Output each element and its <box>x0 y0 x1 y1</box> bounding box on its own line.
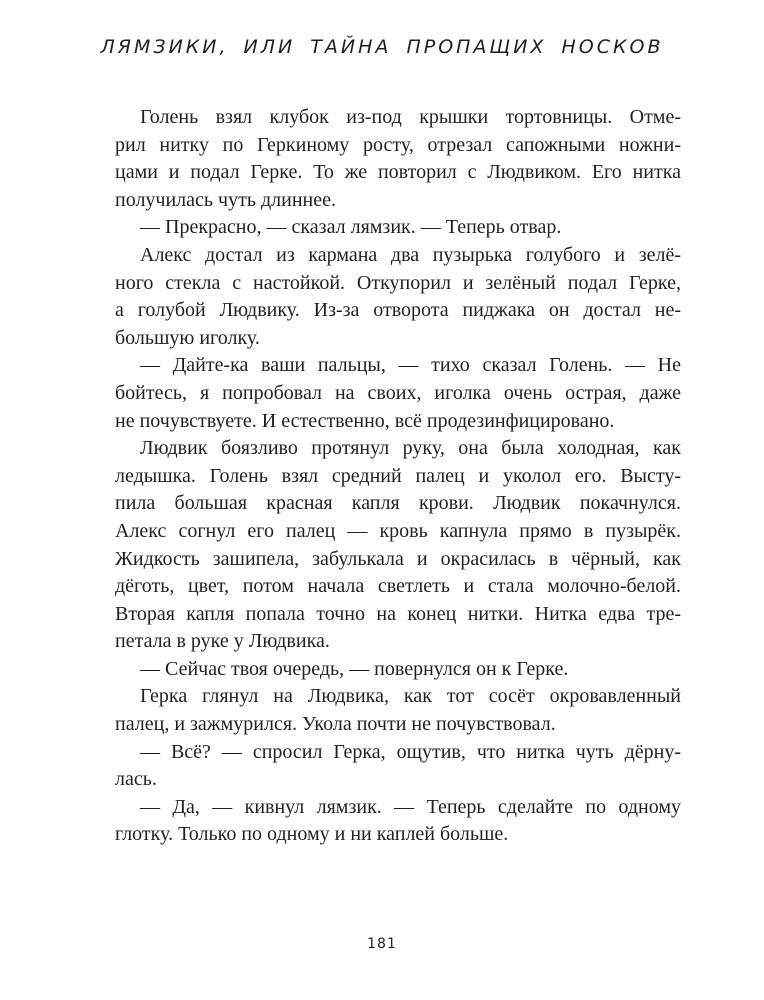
text-line: дёготь, цвет, потом начала светлеть и стала молочно-белой. <box>115 575 681 598</box>
text-line: Герка глянул на Людвика, как тот сосёт окровавленный <box>140 685 681 708</box>
text-line: Людвик боязливо протянул руку, она была холодная, как <box>140 437 681 460</box>
text-line: — Сейчас твоя очередь, — повернулся он к Герке. <box>140 657 569 680</box>
text-line: Алекс согнул его палец — кровь капнула прямо в пузырёк. <box>115 519 681 542</box>
text-line: Жидкость зашипела, забулькала и окрасилась в чёрный, как <box>115 547 681 570</box>
text-line: — Дайте-ка ваши пальцы, — тихо сказал Голень. — Не <box>140 354 681 377</box>
text-line: Алекс достал из кармана два пузырька голубого и зелё- <box>140 243 681 266</box>
text-line: — Да, — кивнул лямзик. — Теперь сделайте по одному <box>140 795 681 818</box>
running-header: ЛЯМЗИКИ, ИЛИ ТАЙНА ПРОПАЩИХ НОСКОВ <box>100 36 664 58</box>
text-line: петала в руке у Людвика. <box>115 630 330 653</box>
text-line: Вторая капля попала точно на конец нитки. Нитка едва тре- <box>115 602 681 625</box>
text-line: ледышка. Голень взял средний палец и уколол его. Высту- <box>115 464 681 487</box>
text-line: Голень взял клубок из-под крышки тортовницы. Отме- <box>140 106 681 128</box>
text-line: цами и подал Герке. То же повторил с Людвиком. Его нитка <box>115 161 681 184</box>
page-number: 181 <box>367 936 397 952</box>
text-line: бойтесь, я попробовал на своих, иголка очень острая, даже <box>115 381 681 404</box>
text-line: глотку. Только по одному и ни каплей больше. <box>115 823 509 846</box>
text-line: ного стекла с настойкой. Откупорил и зелёный подал Герке, <box>115 271 681 294</box>
text-line: пила большая красная капля крови. Людвик покачнулся. <box>115 492 681 515</box>
text-line: рил нитку по Геркиному росту, отрезал сапожными ножни- <box>115 133 681 156</box>
text-line: лась. <box>115 768 157 791</box>
text-line: большую иголку. <box>115 326 260 349</box>
text-line: — Всё? — спросил Герка, ощутив, что нитка чуть дёрну- <box>140 740 681 763</box>
text-line: — Прекрасно, — сказал лямзик. — Теперь отвар. <box>140 216 562 239</box>
text-line: получилась чуть длиннее. <box>115 188 336 211</box>
body-text <box>115 104 681 849</box>
text-line: не почувствуете. И естественно, всё продезинфицировано. <box>115 409 615 432</box>
text-line: а голубой Людвику. Из-за отворота пиджака он достал не- <box>115 299 681 322</box>
text-line: палец, и зажмурился. Укола почти не почувствовал. <box>115 713 556 736</box>
